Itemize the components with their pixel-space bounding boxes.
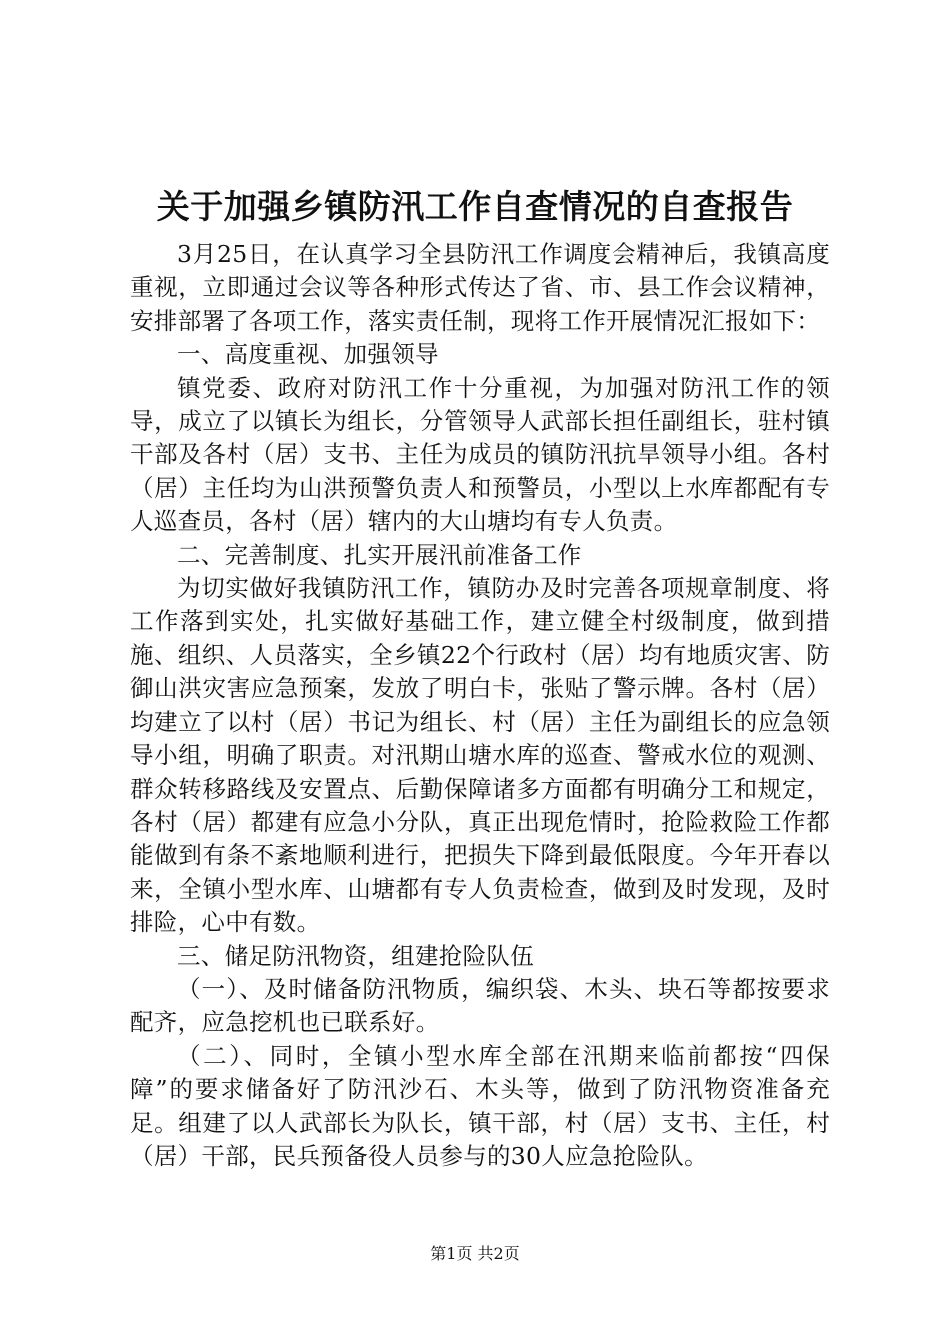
- section-3-item-1: （一）、及时储备防汛物质，编织袋、木头、块石等都按要求配齐，应急挖机也已联系好。: [130, 974, 830, 1037]
- document-body: [130, 238, 830, 1173]
- section-3-item-2: （二）、同时，全镇小型水库全部在汛期来临前都按“四保障”的要求储备好了防汛沙石、木头等，做到了防汛物资准备充足。组建了以人武部长为队长，镇干部，村（居）支书、主任，村（居）干部，民兵预备役人员参与的30人应急抢险队。: [130, 1041, 830, 1170]
- section-heading-2: 二、完善制度、扎实开展汛前准备工作: [177, 540, 582, 569]
- section-1-paragraph: 镇党委、政府对防汛工作十分重视，为加强对防汛工作的领导，成立了以镇长为组长，分管领导人武部长担任副组长，驻村镇干部及各村（居）支书、主任为成员的镇防汛抗旱领导小组。各村（居）主任均为山洪预警负责人和预警员，小型以上水库都配有专人巡查员，各村（居）辖内的大山塘均有专人负责。: [130, 373, 830, 536]
- page-footer: 第1页 共2页: [430, 1244, 520, 1263]
- section-2-paragraph: 为切实做好我镇防汛工作，镇防办及时完善各项规章制度、将工作落到实处，扎实做好基础工作，建立健全村级制度，做到措施、组织、人员落实，全乡镇22个行政村（居）均有地质灾害、防御山洪灾害应急预案，发放了明白卡，张贴了警示牌。各村（居）均建立了以村（居）书记为组长、村（居）主任为副组长的应急领导小组，明确了职责。对汛期山塘水库的巡查、警戒水位的观测、群众转移路线及安置点、后勤保障诸多方面都有明确分工和规定，各村（居）都建有应急小分队，真正出现危情时，抢险救险工作都能做到有条不紊地顺利进行，把损失下降到最低限度。今年开春以来，全镇小型水库、山塘都有专人负责检查，做到及时发现，及时排险，心中有数。: [130, 574, 830, 937]
- section-heading-1: 一、高度重视、加强领导: [177, 340, 439, 369]
- document-title: 关于加强乡镇防汛工作自查情况的自查报告: [156, 187, 794, 226]
- intro-paragraph: 3月25日，在认真学习全县防汛工作调度会精神后，我镇高度重视，立即通过会议等各种形式传达了省、市、县工作会议精神，安排部署了各项工作，落实责任制，现将工作开展情况汇报如下：: [130, 240, 830, 335]
- section-heading-3: 三、储足防汛物资，组建抢险队伍: [177, 941, 534, 970]
